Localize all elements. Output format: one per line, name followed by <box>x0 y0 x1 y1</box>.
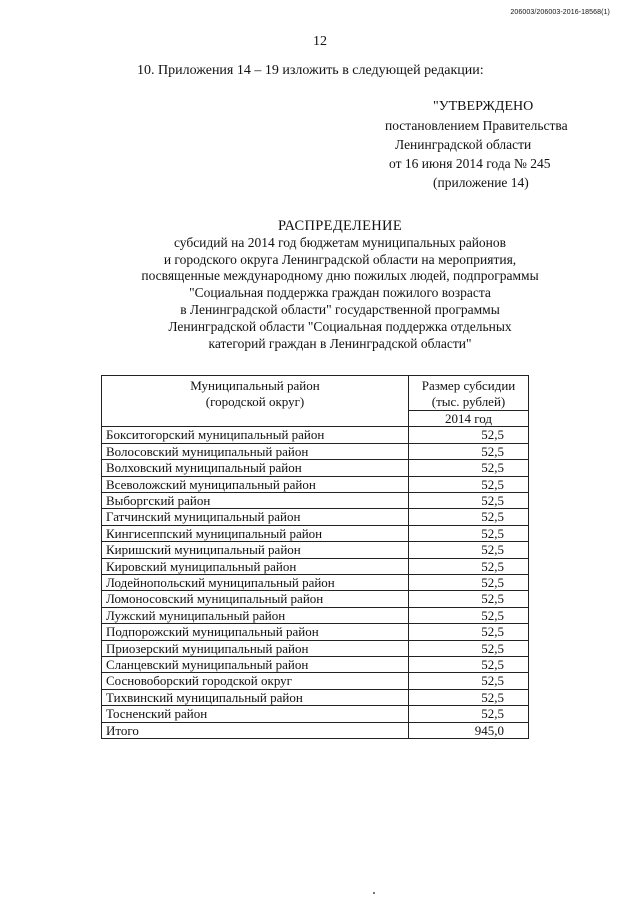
subsidy-value: 52,5 <box>409 525 529 541</box>
subsidy-value: 52,5 <box>409 575 529 591</box>
table-row <box>102 706 529 722</box>
table-header-row <box>102 376 529 411</box>
district-name: Волховский муниципальный район <box>102 460 409 476</box>
approval-line: от 16 июня 2014 года № 245 <box>389 156 551 171</box>
approval-line: Ленинградской области <box>395 137 532 152</box>
subsidy-value: 52,5 <box>409 689 529 705</box>
district-name: Лодейнопольский муниципальный район <box>102 575 409 591</box>
district-name: Выборгский район <box>102 493 409 509</box>
district-name: Бокситогорский муниципальный район <box>102 427 409 443</box>
subsidy-value: 52,5 <box>409 542 529 558</box>
approval-stamp <box>378 97 568 192</box>
district-name: Волосовский муниципальный район <box>102 443 409 459</box>
district-name: Приозерский муниципальный район <box>102 640 409 656</box>
subsidy-value: 52,5 <box>409 624 529 640</box>
table-row <box>102 657 529 673</box>
subsidy-value: 52,5 <box>409 640 529 656</box>
subsidy-value: 52,5 <box>409 427 529 443</box>
subsidy-table <box>101 375 529 739</box>
heading-line: категорий граждан в Ленинградской области" <box>208 335 472 351</box>
district-name: Сланцевский муниципальный район <box>102 657 409 673</box>
table-row <box>102 542 529 558</box>
column-header-amount-line: (тыс. рублей) <box>431 394 506 409</box>
intro-paragraph: 10. Приложения 14 – 19 изложить в следующей редакции: <box>137 63 484 78</box>
subsidy-value: 52,5 <box>409 476 529 492</box>
heading-line: субсидий на 2014 год бюджетам муниципальных районов <box>173 234 507 250</box>
approval-line: постановлением Правительства <box>385 118 568 133</box>
table-row <box>102 558 529 574</box>
document-id: 206003/206003-2016-18568(1) <box>510 9 610 16</box>
district-name: Ломоносовский муниципальный район <box>102 591 409 607</box>
table-row <box>102 443 529 459</box>
district-name: Кировский муниципальный район <box>102 558 409 574</box>
column-header-amount-line: Размер субсидии <box>421 378 516 393</box>
heading-line: и городского округа Ленинградской области на мероприятия, <box>163 251 517 267</box>
column-header-district <box>102 376 409 427</box>
table-row <box>102 624 529 640</box>
table-row <box>102 673 529 689</box>
district-name: Всеволожский муниципальный район <box>102 476 409 492</box>
district-name: Подпорожский муниципальный район <box>102 624 409 640</box>
table-row <box>102 640 529 656</box>
heading-line: в Ленинградской области" государственной программы <box>180 301 500 317</box>
table-row <box>102 525 529 541</box>
column-header-year: 2014 год <box>409 411 529 427</box>
column-header-amount <box>409 376 529 411</box>
district-name: Лужский муниципальный район <box>102 607 409 623</box>
subsidy-value: 52,5 <box>409 607 529 623</box>
district-name: Киришский муниципальный район <box>102 542 409 558</box>
heading-line: посвященные международному дню пожилых людей, подпрограммы <box>141 268 539 284</box>
subsidy-value: 52,5 <box>409 673 529 689</box>
approval-line: (приложение 14) <box>433 175 529 190</box>
document-heading <box>140 218 540 352</box>
table-row <box>102 427 529 443</box>
subsidy-value: 52,5 <box>409 443 529 459</box>
district-name: Кингисеппский муниципальный район <box>102 525 409 541</box>
subsidy-value: 52,5 <box>409 509 529 525</box>
table-row <box>102 460 529 476</box>
total-value: 945,0 <box>409 722 529 738</box>
district-name: Сосновоборский городской округ <box>102 673 409 689</box>
heading-title: РАСПРЕДЕЛЕНИЕ <box>278 218 402 234</box>
subsidy-value: 52,5 <box>409 558 529 574</box>
table-row <box>102 607 529 623</box>
table-row <box>102 689 529 705</box>
scan-speck <box>373 892 375 894</box>
subsidy-value: 52,5 <box>409 493 529 509</box>
subsidy-value: 52,5 <box>409 460 529 476</box>
total-label: Итого <box>102 722 409 738</box>
heading-line: Ленинградской области "Социальная поддержка отдельных <box>168 318 512 334</box>
subsidy-value: 52,5 <box>409 591 529 607</box>
table-row <box>102 591 529 607</box>
district-name: Тихвинский муниципальный район <box>102 689 409 705</box>
subsidy-value: 52,5 <box>409 657 529 673</box>
table-row <box>102 476 529 492</box>
approval-title: "УТВЕРЖДЕНО <box>433 99 534 114</box>
table-row <box>102 509 529 525</box>
table-row <box>102 493 529 509</box>
district-name: Гатчинский муниципальный район <box>102 509 409 525</box>
column-header-district-line: Муниципальный район <box>190 378 320 393</box>
district-name: Тосненский район <box>102 706 409 722</box>
table-total-row <box>102 722 529 738</box>
subsidy-value: 52,5 <box>409 706 529 722</box>
table-row <box>102 575 529 591</box>
column-header-district-line: (городской округ) <box>205 394 305 409</box>
page-number: 12 <box>313 34 327 49</box>
heading-line: "Социальная поддержка граждан пожилого возраста <box>189 285 491 301</box>
